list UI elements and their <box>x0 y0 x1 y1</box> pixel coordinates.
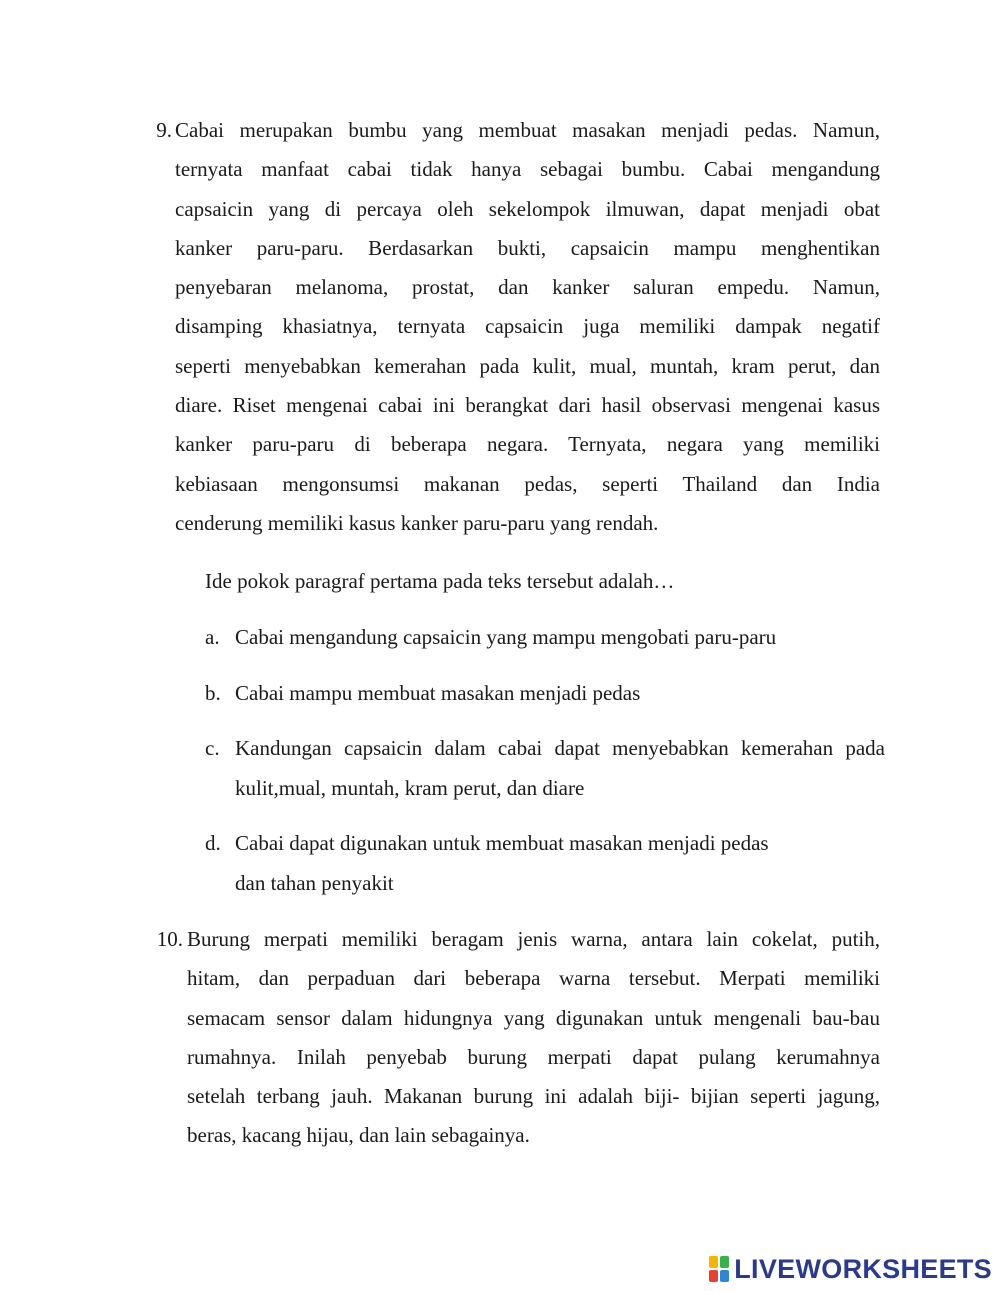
liveworksheets-logo-icon <box>709 1256 729 1282</box>
passage-line: diare. Riset mengenai cabai ini berangkat dari hasil observasi mengenai kasus <box>175 393 880 418</box>
passage-line: kanker paru-paru. Berdasarkan bukti, capsaicin mampu menghentikan <box>175 235 880 260</box>
option-line: Cabai dapat digunakan untuk membuat masakan menjadi pedas <box>235 831 769 855</box>
passage-line: kanker paru-paru di beberapa negara. Ternyata, negara yang memiliki <box>175 432 880 457</box>
option-text <box>235 674 885 714</box>
option-line: Cabai mengandung capsaicin yang mampu mengobati paru-paru <box>235 625 777 649</box>
option-text <box>235 729 885 808</box>
passage-line: setelah terbang jauh. Makanan burung ini adalah biji- bijian seperti jagung, <box>187 1084 880 1109</box>
option-letter: c. <box>205 736 220 760</box>
question-number: 9. <box>156 118 172 142</box>
passage-line: beras, kacang hijau, dan lain sebagainya. <box>187 1123 530 1148</box>
passage-line: cenderung memiliki kasus kanker paru-paru yang rendah. <box>175 510 659 535</box>
option-line: kulit,mual, muntah, kram perut, dan diare <box>235 775 585 800</box>
passage-line: semacam sensor dalam hidungnya yang digunakan untuk mengenali bau-bau <box>187 1005 880 1030</box>
passage-line: seperti menyebabkan kemerahan pada kulit, mual, muntah, kram perut, dan <box>175 353 880 378</box>
question-prompt: Ide pokok paragraf pertama pada teks tersebut adalah… <box>205 569 675 593</box>
passage-line: ternyata manfaat cabai tidak hanya sebagai bumbu. Cabai mengandung <box>175 157 880 182</box>
passage-line: penyebaran melanoma, prostat, dan kanker saluran empedu. Namun, <box>175 275 880 300</box>
option-text <box>235 618 885 658</box>
passage-line: Burung merpati memiliki beragam jenis warna, antara lain cokelat, putih, <box>187 927 880 951</box>
question-passage <box>187 920 880 1156</box>
passage-line: Cabai merupakan bumbu yang membuat masakan menjadi pedas. Namun, <box>175 118 880 142</box>
passage-line: kebiasaan mengonsumsi makanan pedas, seperti Thailand dan India <box>175 471 880 496</box>
option-text <box>235 824 885 903</box>
option-line: Cabai mampu membuat masakan menjadi pedas <box>235 681 641 705</box>
question-number: 10. <box>156 927 183 951</box>
passage-line: disamping khasiatnya, ternyata capsaicin juga memiliki dampak negatif <box>175 314 880 339</box>
question-passage <box>175 111 880 543</box>
option-letter: d. <box>205 831 221 855</box>
option-letter: b. <box>205 681 221 705</box>
passage-line: hitam, dan perpaduan dari beberapa warna tersebut. Merpati memiliki <box>187 966 880 991</box>
option-line: dan tahan penyakit <box>235 870 394 895</box>
brand-name: LIVEWORKSHEETS <box>734 1253 992 1284</box>
passage-line: capsaicin yang di percaya oleh sekelompok ilmuwan, dapat menjadi obat <box>175 196 880 221</box>
liveworksheets-brand <box>709 1254 992 1284</box>
passage-line: rumahnya. Inilah penyebab burung merpati dapat pulang kerumahnya <box>187 1044 880 1069</box>
option-line: Kandungan capsaicin dalam cabai dapat menyebabkan kemerahan pada <box>235 736 885 760</box>
option-letter: a. <box>205 625 220 649</box>
